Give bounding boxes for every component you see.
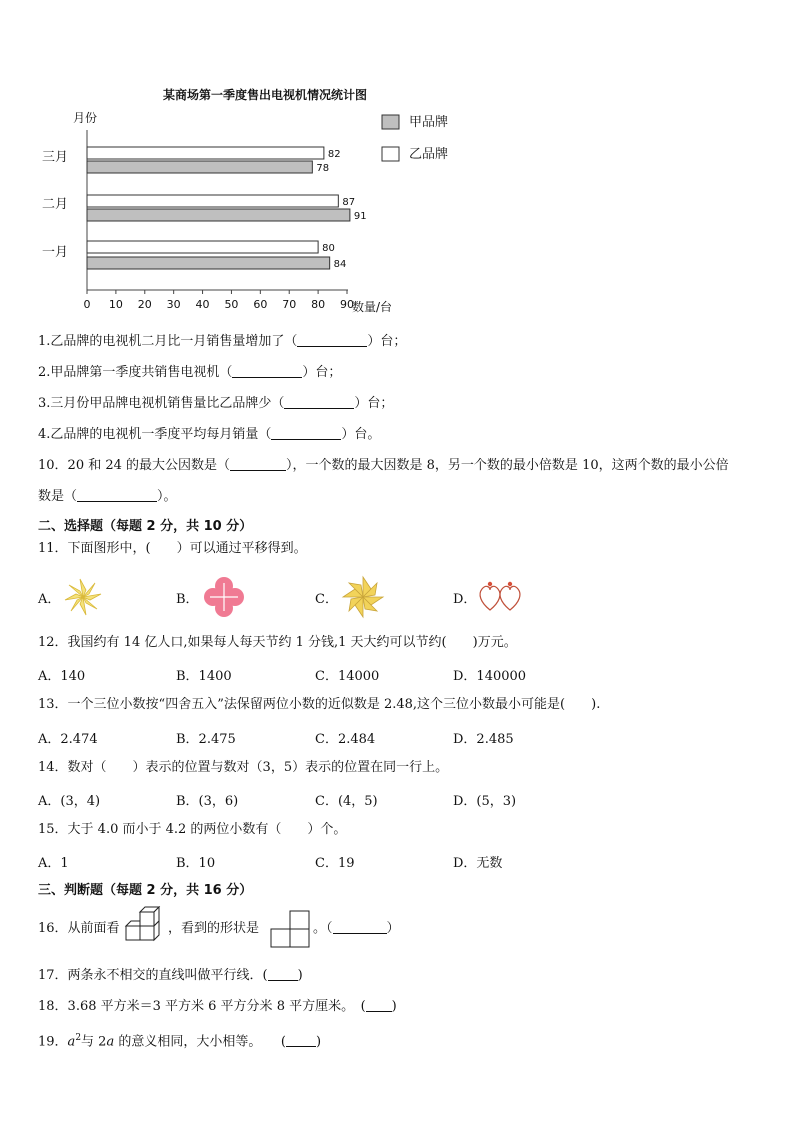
option-label: A． [38,592,61,607]
bar-value-label: 87 [342,197,356,208]
chart-question-1 [38,333,406,351]
question-text-end: ）。 [157,489,177,504]
q15-option-c[interactable]: C．19 [315,856,355,871]
x-tick-label: 40 [195,298,210,311]
question-12: 12．我国约有 14 亿人口,如果每人每天节约 1 分钱,1 天大约可以节约( )万元。 [38,635,517,650]
front-view-shape-icon [270,910,312,948]
question-10-line-1 [38,457,729,475]
q15-option-b[interactable]: B．10 [176,856,216,871]
question-18 [38,998,397,1016]
question-15: 15．大于 4.0 而小于 4.2 的两位小数有（ ）个。 [38,822,347,837]
q13-option-c[interactable]: C．2.484 [315,732,376,747]
x-tick-label: 60 [253,298,268,311]
chart-question-3 [38,395,393,413]
chart-title: 某商场第一季度售出电视机情况统计图 [162,88,368,102]
bar-jia [87,161,312,173]
question-17 [38,967,303,985]
question-16-part-3 [313,920,400,938]
question-text: 。（ [313,921,333,936]
question-19 [38,1029,321,1051]
q12-option-a[interactable]: A．140 [38,669,86,684]
math-exponent: 2 [75,1033,82,1043]
y-axis-label: 月份 [73,111,98,125]
question-text-end: ) [297,968,303,983]
legend-swatch-jia [382,115,399,129]
q12-option-c[interactable]: C．14000 [315,669,380,684]
question-text-end: ）台； [302,365,342,380]
answer-blank[interactable] [230,457,286,471]
x-tick-label: 70 [282,298,297,311]
question-number: 3. [38,396,51,411]
question-number: 19． [38,1034,68,1050]
x-tick-label: 30 [166,298,181,311]
question-text: 与 2 [81,1034,107,1050]
answer-blank[interactable] [268,967,298,981]
question-13: 13．一个三位小数按“四舍五入”法保留两位小数的近似数是 2.48,这个三位小数最小可能是( ). [38,697,601,712]
question-16-part-1: 16．从前面看 [38,921,120,936]
bar-chart [30,80,470,320]
question-text: 的意义相同，大小相等。 ( [114,1034,286,1050]
q14-option-b[interactable]: B．(3，6) [176,794,239,809]
question-text: 10．20 和 24 的最大公因数是（ [38,458,231,473]
q12-option-d[interactable]: D．140000 [453,669,527,684]
answer-blank[interactable] [286,1033,316,1047]
pinwheel-yellow-icon [62,576,104,618]
twin-hearts-icon [476,578,524,614]
legend-label-jia: 甲品牌 [409,115,449,130]
x-tick-label: 10 [108,298,123,311]
question-number: 4. [38,427,51,442]
legend-swatch-yi [382,147,399,161]
cube-stack-icon [124,906,164,948]
category-label: 二月 [42,197,69,212]
x-tick-label: 0 [83,298,91,311]
q15-option-d[interactable]: D．无数 [453,856,503,871]
question-text-end: ）台。 [341,427,381,442]
question-text-end: ）台； [354,396,394,411]
question-text-end: ) [315,1034,322,1050]
question-text-end: ）台； [367,334,407,349]
answer-blank[interactable] [366,998,392,1012]
x-tick-label: 80 [311,298,326,311]
answer-blank[interactable] [77,488,157,502]
star-pinwheel-icon [340,574,386,620]
question-text: 甲品牌第一季度共销售电视机（ [50,365,233,380]
q13-option-b[interactable]: B．2.475 [176,732,236,747]
option-label: B． [176,592,199,607]
question-text-cont: ），一个数的最大因数是 8，另一个数的最小倍数是 10，这两个数的最小公倍 [286,458,729,473]
question-11: 11．下面图形中，( ）可以通过平移得到。 [38,541,307,556]
bar-jia [87,209,350,221]
question-text: 三月份甲品牌电视机销售量比乙品牌少（ [50,396,285,411]
q14-option-a[interactable]: A．(3，4) [38,794,101,809]
question-number: 1. [38,334,51,349]
chart-question-4 [38,426,380,444]
bar-value-label: 91 [353,211,367,222]
bar-value-label: 78 [316,163,330,174]
bar-yi [87,147,324,159]
question-text-end: ) [391,999,397,1014]
q11-option-a[interactable] [38,588,60,607]
q14-option-d[interactable]: D．(5，3) [453,794,517,809]
answer-blank[interactable] [284,395,354,409]
q13-option-d[interactable]: D．2.485 [453,732,514,747]
q11-option-b[interactable] [176,588,199,607]
option-label: D． [453,592,477,607]
section-2-heading: 二、选择题（每题 2 分，共 10 分） [38,519,253,534]
question-text: 18．3.68 平方米＝3 平方米 6 平方分米 8 平方厘米。 ( [38,999,366,1014]
question-10-line-2 [38,488,177,506]
q11-option-d[interactable] [453,588,476,607]
question-14: 14．数对（ ）表示的位置与数对（3，5）表示的位置在同一行上。 [38,760,449,775]
question-text: 乙品牌的电视机二月比一月销售量增加了（ [50,334,298,349]
bar-value-label: 84 [333,259,347,270]
q14-option-c[interactable]: C．(4，5) [315,794,378,809]
q11-option-c[interactable] [315,588,338,607]
answer-blank[interactable] [297,333,367,347]
answer-blank[interactable] [333,920,387,934]
x-tick-label: 90 [340,298,354,311]
question-text-end: ） [386,921,400,936]
bar-value-label: 80 [322,243,335,254]
q12-option-b[interactable]: B．1400 [176,669,232,684]
question-text: 乙品牌的电视机一季度平均每月销量（ [50,427,272,442]
legend-label-yi: 乙品牌 [409,147,449,162]
answer-blank[interactable] [271,426,341,440]
category-label: 三月 [42,150,69,165]
math-var-a: a [106,1034,115,1050]
category-label: 一月 [42,245,69,260]
bar-value-label: 82 [327,149,341,160]
pink-flower-icon [202,575,246,619]
x-axis-label: 数量/台 [352,300,393,314]
math-var-a: a [67,1034,76,1050]
section-3-heading: 三、判断题（每题 2 分，共 16 分） [38,883,253,898]
q15-option-a[interactable]: A．1 [38,856,69,871]
answer-blank[interactable] [232,364,302,378]
question-number: 2. [38,365,51,380]
x-tick-label: 50 [224,298,239,311]
chart-question-2 [38,364,341,382]
bar-yi [87,241,318,253]
bar-yi [87,195,338,207]
x-tick-label: 20 [137,298,152,311]
question-text: 数是（ [38,489,78,504]
option-label: C． [315,592,338,607]
question-16-part-2: ，看到的形状是 [168,921,260,936]
q13-option-a[interactable]: A．2.474 [38,732,98,747]
question-text: 17．两条永不相交的直线叫做平行线．( [38,968,268,983]
bar-jia [87,257,330,269]
chart [30,80,470,320]
